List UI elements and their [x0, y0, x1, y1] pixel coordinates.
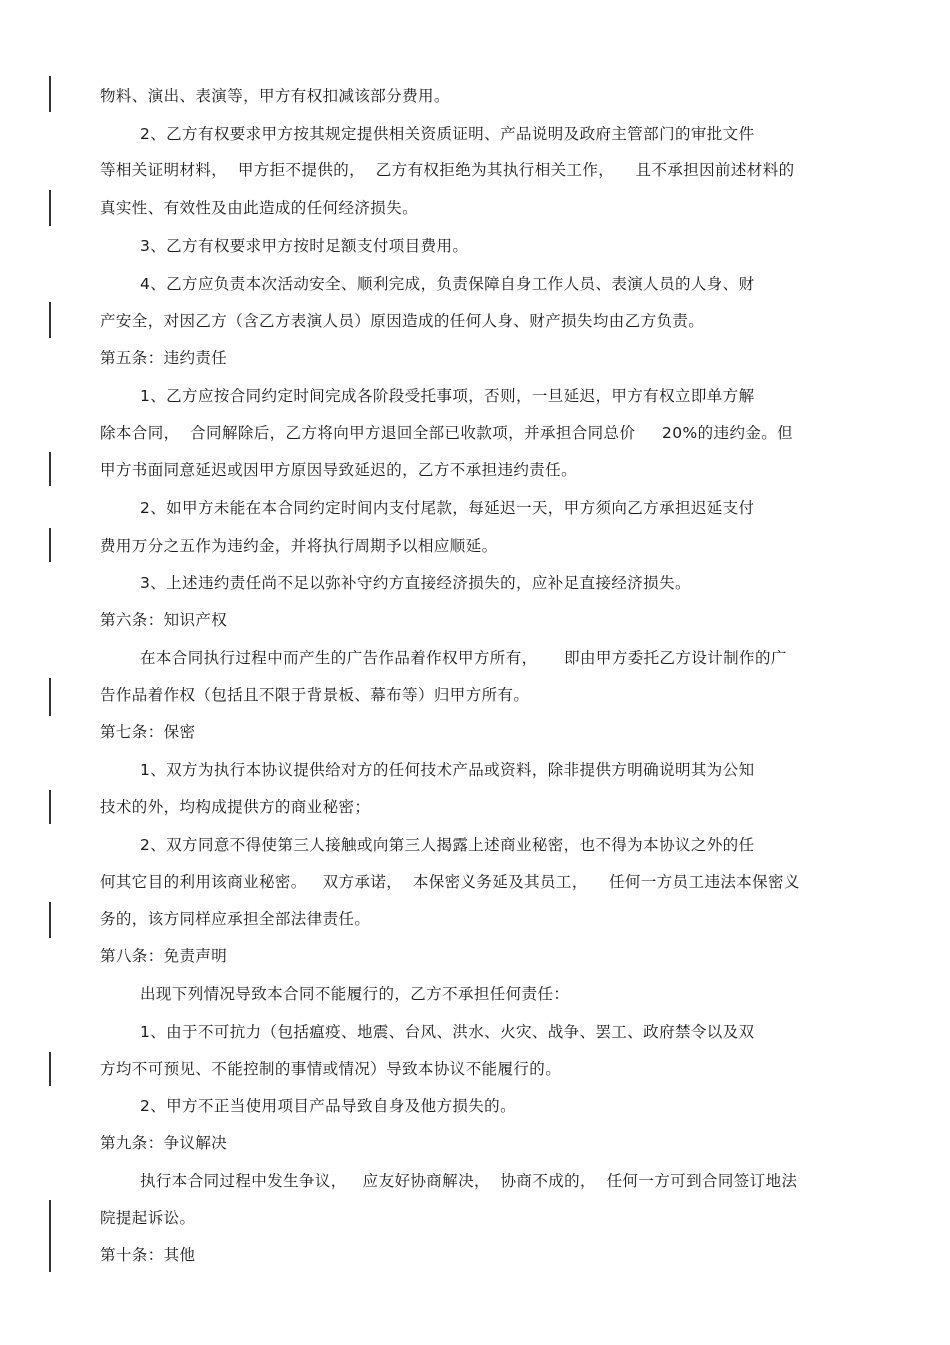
text-line: 告作品着作权（包括且不限于背景板、幕布等）归甲方所有。 — [100, 686, 530, 704]
section-heading: 第五条：违约责任 — [100, 349, 228, 367]
text-line: 在本合同执行过程中而产生的广告作品着作权甲方所有， 即由甲方委托乙方设计制作的广 — [140, 649, 787, 667]
text-line: 除本合同， 合同解除后，乙方将向甲方退回全部已收款项，并承担合同总价 20%的违约金。但 — [100, 424, 794, 442]
text-line: 甲方书面同意延迟或因甲方原因导致延迟的，乙方不承担违约责任。 — [100, 461, 578, 479]
text-line: 1、由于不可抗力（包括瘟疫、地震、台风、洪水、火灾、战争、罢工、政府禁令以及双 — [140, 1023, 755, 1041]
change-bar — [49, 452, 51, 486]
section-heading: 第七条：保密 — [100, 723, 196, 741]
change-bar — [49, 790, 51, 824]
change-bar — [49, 76, 51, 112]
text-line: 费用万分之五作为违约金，并将执行周期予以相应顺延。 — [100, 537, 498, 555]
text-line: 2、乙方有权要求甲方按其规定提供相关资质证明、产品说明及政府主管部门的审批文件 — [140, 125, 755, 143]
text-line: 3、上述违约责任尚不足以弥补守约方直接经济损失的，应补足直接经济损失。 — [140, 574, 691, 592]
change-bar — [49, 302, 51, 338]
text-line: 出现下列情况导致本合同不能履行的，乙方不承担任何责任： — [140, 985, 570, 1003]
text-line: 院提起诉讼。 — [100, 1209, 196, 1227]
text-line: 真实性、有效性及由此造成的任何经济损失。 — [100, 199, 419, 217]
text-line: 2、如甲方未能在本合同约定时间内支付尾款，每延迟一天，甲方须向乙方承担迟延支付 — [140, 499, 755, 517]
text-line: 4、乙方应负责本次活动安全、顺利完成，负责保障自身工作人员、表演人员的人身、财 — [140, 275, 755, 293]
text-line: 1、乙方应按合同约定时间完成各阶段受托事项，否则，一旦延迟，甲方有权立即单方解 — [140, 387, 755, 405]
change-bar — [49, 902, 51, 938]
text-line: 产安全，对因乙方（含乙方表演人员）原因造成的任何人身、财产损失均由乙方负责。 — [100, 312, 705, 330]
change-bar — [49, 190, 51, 226]
text-line: 执行本合同过程中发生争议， 应友好协商解决， 协商不成的， 任何一方可到合同签订地法 — [140, 1172, 798, 1190]
section-heading: 第八条：免责声明 — [100, 947, 228, 965]
text-line: 等相关证明材料， 甲方拒不提供的， 乙方有权拒绝为其执行相关工作， 且不承担因前述材料的 — [100, 161, 795, 179]
text-line: 技术的外，均构成提供方的商业秘密； — [100, 798, 371, 816]
text-line: 3、乙方有权要求甲方按时足额支付项目费用。 — [140, 237, 469, 255]
text-line: 务的，该方同样应承担全部法律责任。 — [100, 910, 371, 928]
change-bar — [49, 528, 51, 562]
change-bar — [49, 1200, 51, 1272]
change-bar — [49, 1052, 51, 1086]
section-heading: 第十条：其他 — [100, 1246, 196, 1264]
text-line: 1、双方为执行本协议提供给对方的任何技术产品或资料，除非提供方明确说明其为公知 — [140, 761, 755, 779]
text-line: 何其它目的利用该商业秘密。 双方承诺， 本保密义务延及其员工， 任何一方员工违法本保密义 — [100, 873, 800, 891]
text-line: 2、甲方不正当使用项目产品导致自身及他方损失的。 — [140, 1097, 516, 1115]
change-bar — [49, 678, 51, 716]
text-line: 方均不可预见、不能控制的事情或情况）导致本协议不能履行的。 — [100, 1060, 562, 1078]
text-line: 物料、演出、表演等，甲方有权扣减该部分费用。 — [100, 87, 450, 105]
section-heading: 第九条：争议解决 — [100, 1134, 228, 1152]
text-line: 2、双方同意不得使第三人接触或向第三人揭露上述商业秘密，也不得为本协议之外的任 — [140, 836, 755, 854]
section-heading: 第六条：知识产权 — [100, 611, 228, 629]
